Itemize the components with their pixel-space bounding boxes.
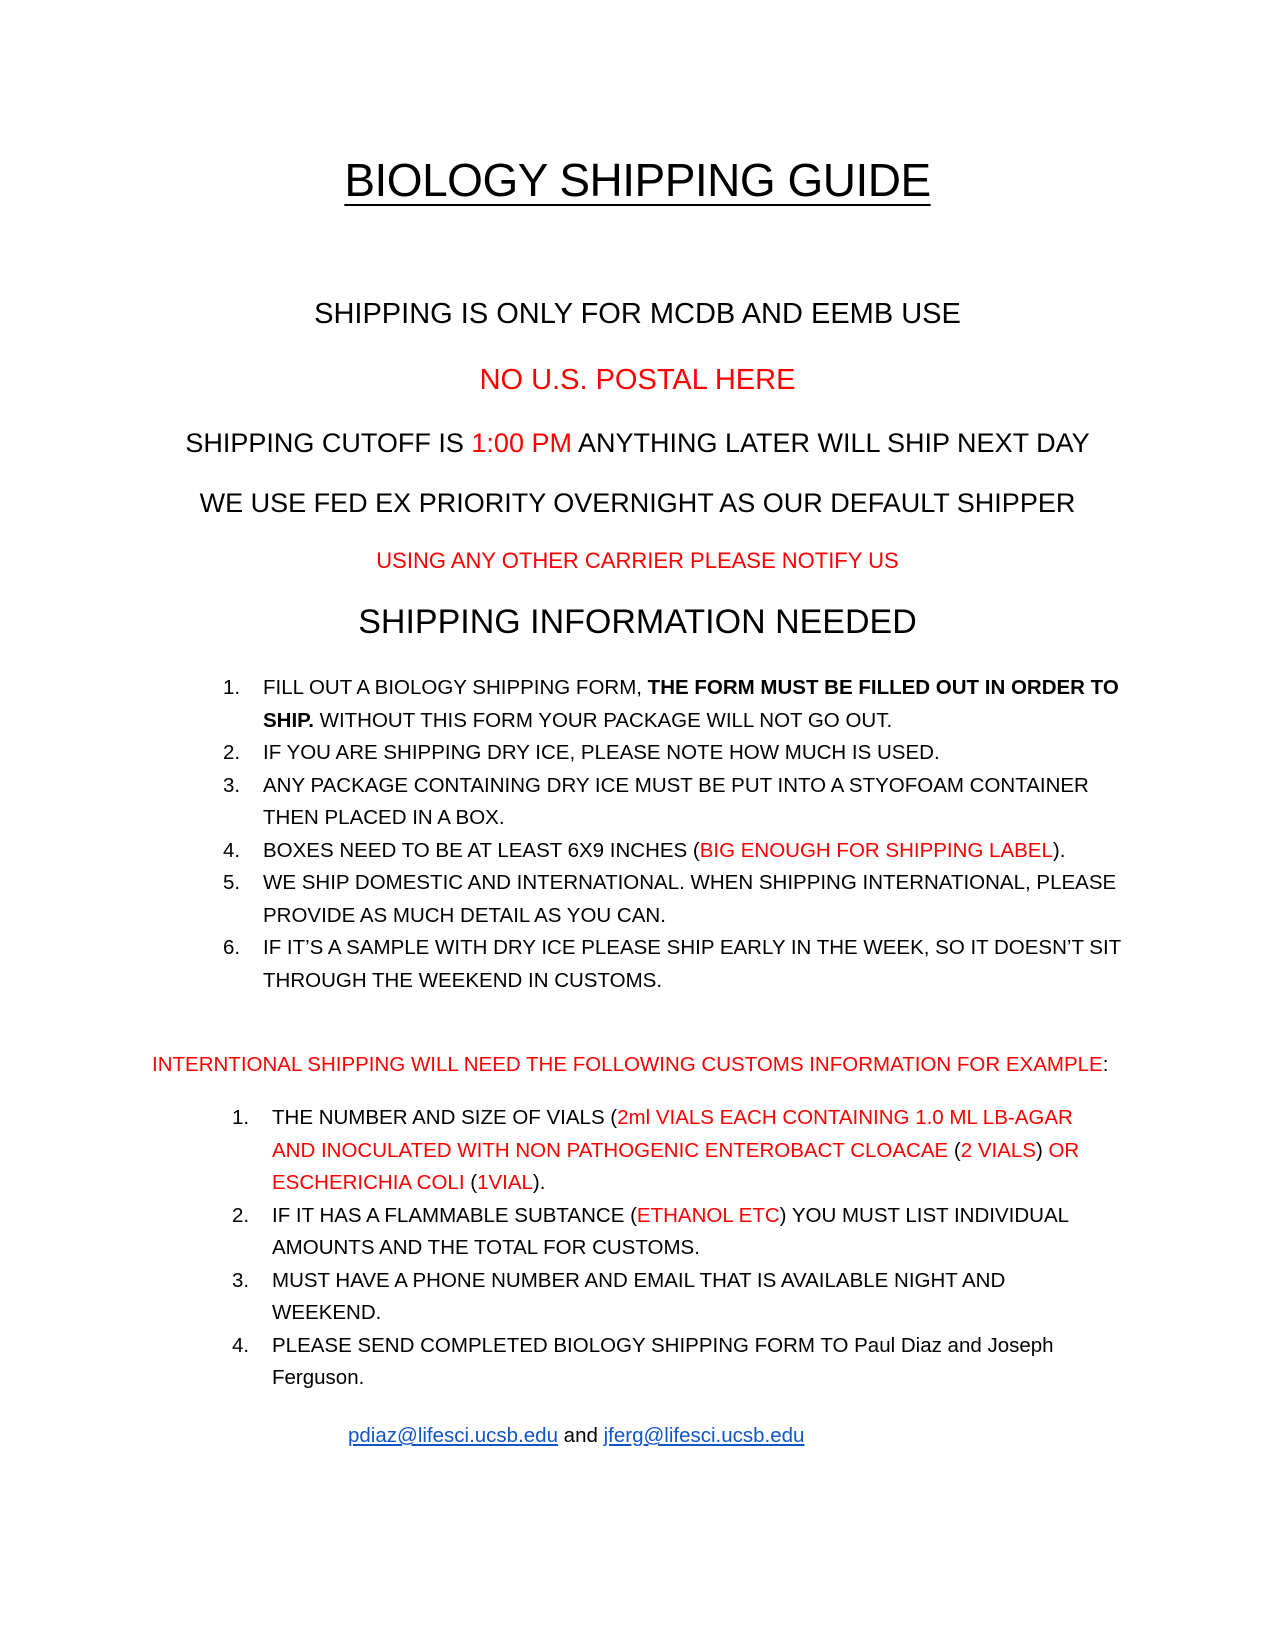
item-text: ANY PACKAGE CONTAINING DRY ICE MUST BE PUT INTO A STYOFOAM CONTAINER THEN PLACED IN A BOX. — [263, 773, 1089, 829]
no-postal-notice: NO U.S. POSTAL HERE — [479, 364, 796, 396]
customs-info-list — [232, 1102, 1112, 1395]
item-text: ). — [1052, 838, 1066, 862]
contact-emails — [348, 1424, 804, 1448]
international-heading-colon: : — [1102, 1053, 1109, 1076]
item-highlight: ETHANOL ETC — [636, 1203, 780, 1227]
page-title-text: BIOLOGY SHIPPING GUIDE — [344, 154, 931, 206]
email-link-pdiaz[interactable]: pdiaz@lifesci.ucsb.edu — [348, 1424, 558, 1447]
item-text: IF IT HAS A FLAMMABLE SUBTANCE ( — [272, 1203, 637, 1227]
international-heading — [152, 1050, 1108, 1080]
item-text: IF YOU ARE SHIPPING DRY ICE, PLEASE NOTE HOW MUCH IS USED. — [263, 741, 940, 764]
item-number: 6. — [223, 936, 241, 959]
item-highlight: BIG ENOUGH FOR SHIPPING LABEL — [699, 838, 1053, 862]
list-item — [223, 737, 1133, 770]
cutoff-line — [0, 428, 1275, 459]
carrier-notice: USING ANY OTHER CARRIER PLEASE NOTIFY US — [376, 548, 899, 573]
item-text: IF IT’S A SAMPLE WITH DRY ICE PLEASE SHIP EARLY IN THE WEEK, SO IT DOESN’T SIT THROUGH THE WEEKEND IN CUSTOMS. — [263, 936, 1121, 992]
item-text: ) — [1035, 1138, 1049, 1162]
cutoff-suffix: ANYTHING LATER WILL SHIP NEXT DAY — [571, 428, 1090, 458]
item-text: ). — [532, 1171, 546, 1194]
list-item — [223, 672, 1133, 737]
default-shipper-line: WE USE FED EX PRIORITY OVERNIGHT AS OUR DEFAULT SHIPPER — [199, 488, 1076, 518]
list-item — [223, 770, 1133, 835]
contact-conjunction: and — [557, 1424, 604, 1447]
item-text: ( — [948, 1138, 961, 1162]
list-item — [223, 932, 1133, 997]
item-highlight: 2ml VIALS EACH CONTAINING 1.0 ML LB-AGAR AND INOCULATED WITH NON PATHOGENIC ENTEROBACT CLOACAE — [272, 1106, 1073, 1162]
item-text: MUST HAVE A PHONE NUMBER AND EMAIL THAT IS AVAILABLE NIGHT AND WEEKEND. — [272, 1268, 1006, 1324]
international-heading-text: INTERNTIONAL SHIPPING WILL NEED THE FOLLOWING CUSTOMS INFORMATION FOR EXAMPLE — [152, 1053, 1103, 1076]
item-number: 2. — [232, 1203, 250, 1227]
item-text: FILL OUT A BIOLOGY SHIPPING FORM, — [263, 676, 648, 699]
item-text: WE SHIP DOMESTIC AND INTERNATIONAL. WHEN SHIPPING INTERNATIONAL, PLEASE PROVIDE AS MUCH DETAIL AS YOU CAN. — [263, 871, 1117, 927]
cutoff-time: 1:00 PM — [471, 428, 572, 458]
section-heading: SHIPPING INFORMATION NEEDED — [358, 603, 917, 641]
usage-restriction-line: SHIPPING IS ONLY FOR MCDB AND EEMB USE — [314, 298, 961, 330]
item-text: BOXES NEED TO BE AT LEAST 6X9 INCHES ( — [263, 838, 700, 862]
list-item — [232, 1330, 1112, 1395]
item-highlight: 2 VIALS — [960, 1138, 1036, 1162]
item-text: PLEASE SEND COMPLETED BIOLOGY SHIPPING FORM TO Paul Diaz and Joseph Ferguson. — [272, 1333, 1054, 1389]
item-number: 3. — [223, 773, 241, 797]
item-highlight: 1VIAL — [477, 1171, 533, 1194]
item-text: WITHOUT THIS FORM YOUR PACKAGE WILL NOT GO OUT. — [313, 708, 893, 732]
list-item — [232, 1102, 1112, 1200]
list-item — [223, 867, 1133, 932]
item-highlight: OR ESCHERICHIA COLI — [272, 1138, 1080, 1194]
item-number: 5. — [223, 871, 241, 894]
email-link-jferg[interactable]: jferg@lifesci.ucsb.edu — [603, 1424, 805, 1447]
page-title — [0, 152, 1275, 208]
list-item — [232, 1265, 1112, 1330]
item-number: 4. — [232, 1333, 250, 1357]
list-item — [223, 835, 1133, 868]
item-number: 2. — [223, 741, 241, 764]
item-text: THE NUMBER AND SIZE OF VIALS ( — [272, 1106, 618, 1129]
item-text: ( — [464, 1171, 478, 1194]
cutoff-prefix: SHIPPING CUTOFF IS — [185, 428, 472, 458]
item-number: 3. — [232, 1268, 250, 1292]
list-item — [232, 1200, 1112, 1265]
item-text: ) YOU MUST LIST INDIVIDUAL AMOUNTS AND THE TOTAL FOR CUSTOMS. — [272, 1203, 1069, 1259]
item-number: 1. — [232, 1106, 250, 1129]
item-number: 1. — [223, 676, 241, 699]
item-emphasis: THE FORM MUST BE FILLED OUT IN ORDER TO SHIP. — [263, 676, 1119, 732]
item-number: 4. — [223, 838, 241, 862]
shipping-requirements-list — [223, 672, 1133, 997]
